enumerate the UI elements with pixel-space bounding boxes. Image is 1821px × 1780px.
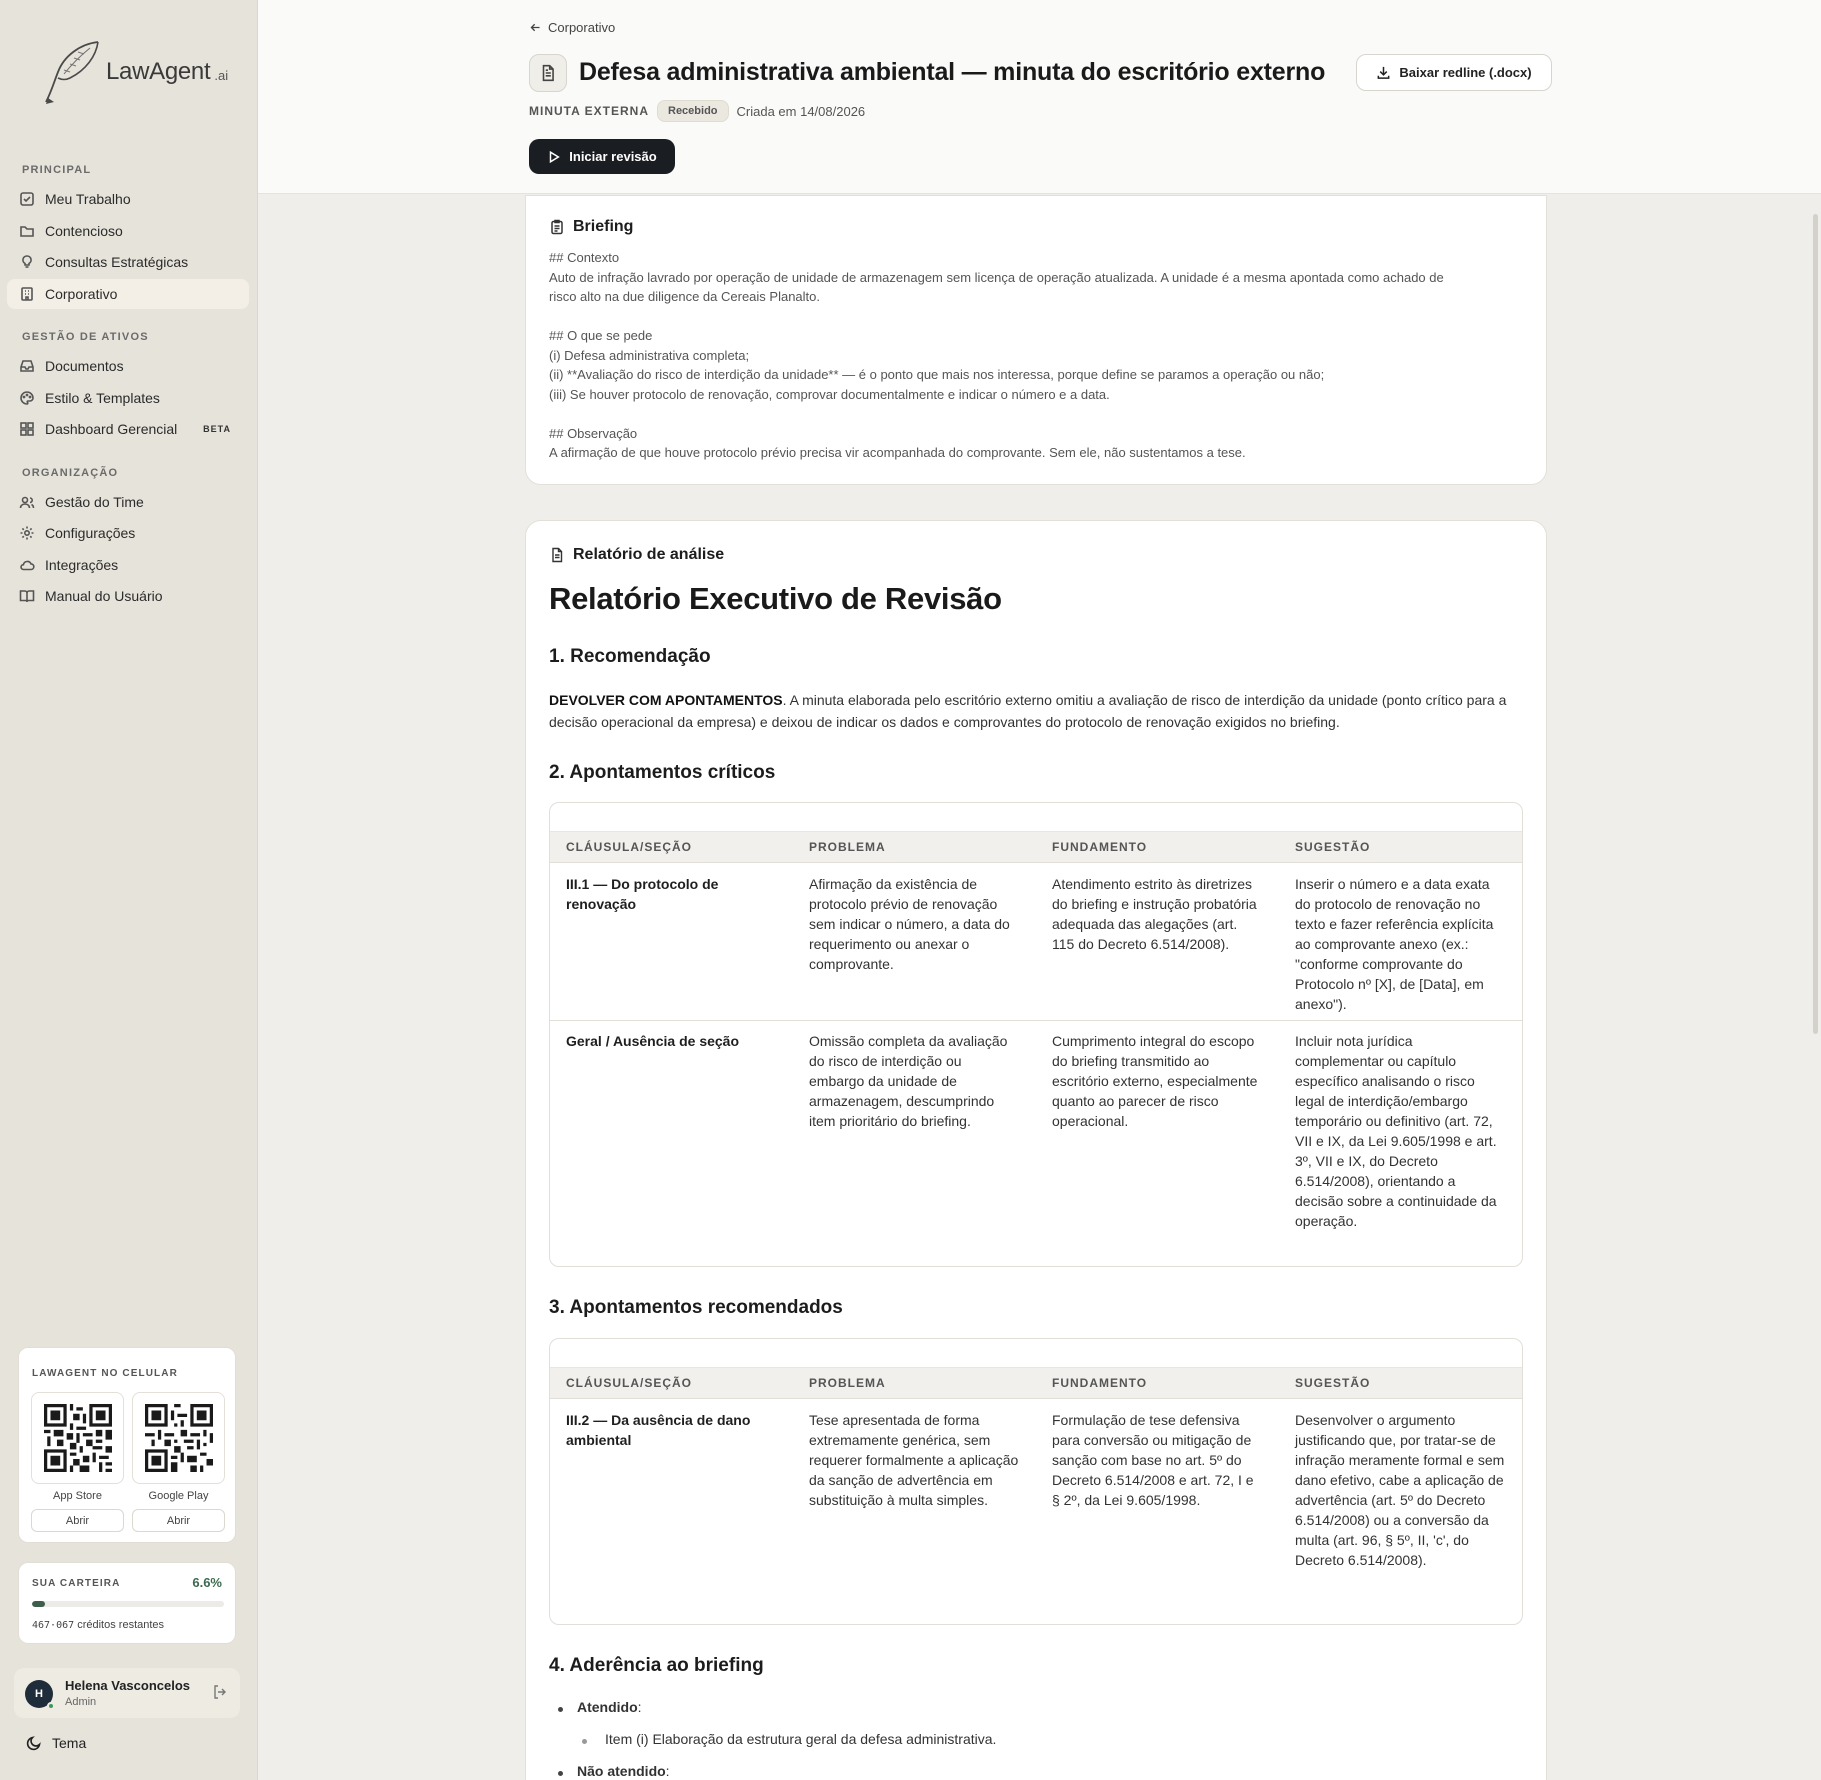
app-store-qr — [31, 1392, 124, 1484]
grid-icon — [19, 421, 35, 437]
clipboard-icon — [549, 219, 565, 235]
report-panel — [525, 520, 1547, 1780]
column-header: SUGESTÃO — [1295, 840, 1371, 854]
palette-icon — [19, 390, 35, 406]
created-date: Criada em 14/08/2026 — [736, 103, 866, 119]
logout-icon[interactable] — [212, 1684, 228, 1700]
page-header — [258, 0, 1821, 194]
column-header: FUNDAMENTO — [1052, 1376, 1148, 1390]
wallet-credits — [32, 1619, 164, 1631]
column-header: PROBLEMA — [809, 840, 886, 854]
app-store-open-button[interactable]: Abrir — [31, 1509, 124, 1532]
table-row — [550, 1400, 1522, 1625]
app-store-label: App Store — [53, 1490, 102, 1502]
cell-clause: Geral / Ausência de seção — [566, 1033, 740, 1049]
recommendation-text — [549, 689, 1529, 733]
play-icon — [547, 150, 561, 164]
download-redline-button[interactable] — [1356, 54, 1552, 91]
recommendation-body: . A minuta elaborada pelo escritório externo omitiu a avaliação de risco de interdição da unidade (ponto crítico para a decisão operacional da empresa) e deixou de indicar os dados e comprovantes do protocolo de renovação exigidos no briefing. — [549, 692, 1507, 730]
table-row — [550, 1021, 1522, 1267]
logo-suffix: .ai — [214, 67, 229, 83]
column-header: CLÁUSULA/SEÇÃO — [566, 1376, 693, 1390]
sidebar — [0, 0, 258, 1780]
start-review-label: Iniciar revisão — [569, 149, 657, 164]
sidebar-item-estilo[interactable] — [7, 383, 249, 413]
table-row — [550, 864, 1522, 1021]
cell-problem: Afirmação da existência de protocolo prévio de renovação sem indicar o número, a data do requerimento ou anexar o comprovante. — [809, 876, 1010, 972]
breadcrumb-label: Corporativo — [548, 20, 616, 35]
arrow-left-icon — [529, 21, 542, 34]
sidebar-item-contencioso[interactable] — [7, 216, 249, 246]
qr-code-icon — [44, 1404, 112, 1472]
bullet — [558, 1707, 563, 1712]
user-role: Admin — [65, 1696, 97, 1708]
document-type-icon — [529, 54, 567, 92]
adherence-unmet-label: Não atendido — [577, 1763, 666, 1779]
document-kind: MINUTA EXTERNA — [529, 104, 649, 118]
bullet — [582, 1739, 587, 1744]
sidebar-item-label: Documentos — [45, 358, 124, 374]
download-label: Baixar redline (.docx) — [1399, 65, 1532, 80]
sidebar-item-label: Dashboard Gerencial — [45, 421, 178, 437]
adherence-unmet: Não atendido: — [577, 1763, 670, 1779]
nav-section-principal: PRINCIPAL — [22, 164, 92, 176]
sidebar-item-label: Gestão do Time — [45, 494, 144, 510]
sidebar-item-meu-trabalho[interactable] — [7, 184, 249, 214]
folder-icon — [19, 223, 35, 239]
sidebar-item-label: Meu Trabalho — [45, 191, 131, 207]
google-play-open-button[interactable]: Abrir — [132, 1509, 225, 1532]
wallet-progress-bar — [32, 1601, 224, 1607]
inbox-icon — [19, 358, 35, 374]
lightbulb-icon — [19, 254, 35, 270]
sidebar-item-dashboard[interactable] — [7, 414, 249, 444]
quill-logo-icon — [40, 38, 102, 106]
recommendation-verdict: DEVOLVER COM APONTAMENTOS — [549, 692, 783, 708]
page-title: Defesa administrativa ambiental — minuta do escritório externo — [579, 58, 1326, 86]
column-header: CLÁUSULA/SEÇÃO — [566, 840, 693, 854]
recommended-findings-table — [549, 1338, 1523, 1625]
cell-suggestion: Incluir nota jurídica complementar ou capítulo específico analisando o risco legal de interdição/embargo temporário ou definitivo (art. 72, VII e IX, da Lei 9.605/1998 e art. 3º, VII e IX, do Decreto 6.514/2008), orientando a decisão sobre a continuidade da operação. — [1295, 1033, 1497, 1229]
logo[interactable] — [40, 38, 228, 106]
google-play-label: Google Play — [148, 1490, 209, 1502]
report-panel-title: Relatório de análise — [573, 546, 725, 563]
avatar: H — [25, 1680, 53, 1708]
sidebar-item-gestao-time[interactable] — [7, 487, 249, 517]
users-icon — [19, 494, 35, 510]
sidebar-item-documentos[interactable] — [7, 351, 249, 381]
mobile-app-card — [18, 1347, 236, 1543]
column-header: FUNDAMENTO — [1052, 840, 1148, 854]
breadcrumb[interactable] — [529, 20, 615, 35]
sidebar-item-consultas[interactable] — [7, 247, 249, 277]
google-play-qr — [132, 1392, 225, 1484]
critical-findings-table — [549, 802, 1523, 1267]
cell-suggestion: Inserir o número e a data exata do protocolo de renovação no texto e fazer referência explícita ao comprovante anexo (ex.: "conforme comprovante do Protocolo nº [X], de [Data], em anexo"). — [1295, 876, 1494, 1012]
sidebar-item-manual[interactable] — [7, 581, 249, 611]
cloud-icon — [19, 557, 35, 573]
check-square-icon — [19, 191, 35, 207]
sidebar-item-label: Estilo & Templates — [45, 390, 160, 406]
sidebar-item-label: Consultas Estratégicas — [45, 254, 189, 270]
adherence-met-label: Atendido — [577, 1699, 638, 1715]
briefing-panel — [525, 195, 1547, 485]
beta-badge: BETA — [203, 424, 231, 434]
report-heading — [549, 546, 724, 564]
sidebar-item-integracoes[interactable] — [7, 550, 249, 580]
table-header — [550, 1367, 1522, 1399]
cell-clause: III.2 — Da ausência de dano ambiental — [566, 1412, 751, 1448]
column-header: SUGESTÃO — [1295, 1376, 1371, 1390]
briefing-text: ## Contexto Auto de infração lavrado por operação de unidade de armazenagem sem licença de operação atualizada. A unidade é a mesma apontada como achado de risco alto na due diligence da Cereais Planalto. ## O que se pede (i) Defesa administrativa completa; (ii) **Avaliação do risco de interdição da unidade** — é o ponto que mais nos interessa, porque define se paramos a operação ou não; (iii) Se houver protocolo de renovação, comprovar documentalmente e indicar o número e a data. ## Observação A afirmação de que houve protocolo prévio precisa vir acompanhada do comprovante. Sem ele, não sustentamos a tese. — [549, 250, 1444, 460]
section-recomendados: 3. Apontamentos recomendados — [549, 1297, 843, 1318]
moon-icon — [26, 1735, 42, 1751]
bullet — [558, 1771, 563, 1776]
status-badge: Recebido — [657, 100, 729, 122]
cell-basis: Atendimento estrito às diretrizes do briefing e instrução probatória adequada das alegações (art. 115 do Decreto 6.514/2008). — [1052, 876, 1257, 952]
sidebar-item-corporativo[interactable] — [7, 279, 249, 309]
sidebar-item-label: Configurações — [45, 525, 136, 541]
theme-label: Tema — [52, 1735, 87, 1751]
section-criticos: 2. Apontamentos críticos — [549, 762, 776, 783]
wallet-card — [18, 1562, 236, 1644]
section-recomendacao: 1. Recomendação — [549, 646, 711, 667]
theme-toggle[interactable] — [26, 1735, 86, 1751]
section-aderencia: 4. Aderência ao briefing — [549, 1655, 764, 1676]
start-review-button[interactable] — [529, 139, 675, 174]
sidebar-item-label: Contencioso — [45, 223, 123, 239]
adherence-met-item: Item (i) Elaboração da estrutura geral da defesa administrativa. — [605, 1731, 997, 1747]
cell-basis: Cumprimento integral do escopo do briefing transmitido ao escritório externo, especialmente quanto ao parecer de risco operacional. — [1052, 1033, 1258, 1129]
online-status-dot — [47, 1702, 55, 1710]
user-card[interactable] — [14, 1668, 240, 1718]
building-icon — [19, 286, 35, 302]
file-text-icon — [549, 547, 565, 563]
file-text-icon — [539, 64, 557, 82]
nav-section-organizacao: ORGANIZAÇÃO — [22, 467, 119, 479]
wallet-progress-fill — [32, 1601, 45, 1607]
cell-clause: III.1 — Do protocolo de renovação — [566, 876, 719, 912]
wallet-percent: 6.6% — [192, 1575, 222, 1590]
report-title: Relatório Executivo de Revisão — [549, 581, 1002, 616]
nav-section-gestao: GESTÃO DE ATIVOS — [22, 331, 149, 343]
wallet-title: SUA CARTEIRA — [32, 1578, 121, 1589]
sidebar-item-label: Corporativo — [45, 286, 118, 302]
briefing-title: Briefing — [573, 218, 634, 235]
credits-label: créditos restantes — [77, 1619, 165, 1631]
cell-problem: Omissão completa da avaliação do risco de interdição ou embargo da unidade de armazenagem, descumprindo item prioritário do briefing. — [809, 1033, 1008, 1129]
qr-code-icon — [145, 1404, 213, 1472]
cell-problem: Tese apresentada de forma extremamente genérica, sem requerer formalmente a aplicação da sanção de advertência em substituição à multa simples. — [809, 1412, 1019, 1508]
gear-icon — [19, 525, 35, 541]
column-header: PROBLEMA — [809, 1376, 886, 1390]
mobile-card-title: LAWAGENT NO CELULAR — [32, 1368, 178, 1379]
sidebar-item-label: Manual do Usuário — [45, 588, 163, 604]
logo-text: LawAgent — [106, 58, 211, 85]
user-name: Helena Vasconcelos — [65, 1678, 191, 1693]
cell-suggestion: Desenvolver o argumento justificando que, por tratar-se de infração meramente formal e sem dano efetivo, cabe a aplicação de advertência (art. 5º do Decreto 6.514/2008) ou a conversão da multa (art. 96, § 5º, II, 'c', do Decreto 6.514/2008). — [1295, 1412, 1505, 1568]
scrollbar[interactable] — [1813, 214, 1818, 1034]
briefing-heading — [549, 218, 633, 236]
adherence-met: Atendido: — [577, 1699, 642, 1715]
book-icon — [19, 588, 35, 604]
sidebar-item-label: Integrações — [45, 557, 119, 573]
download-icon — [1376, 65, 1391, 80]
cell-basis: Formulação de tese defensiva para conversão ou mitigação de sanção com base no art. 5º do Decreto 6.514/2008 e art. 72, I e § 2º, da Lei 9.605/1998. — [1052, 1412, 1254, 1508]
sidebar-item-configuracoes[interactable] — [7, 518, 249, 548]
document-meta — [529, 100, 865, 122]
table-header — [550, 831, 1522, 863]
credits-number: 467·067 — [32, 1620, 75, 1631]
